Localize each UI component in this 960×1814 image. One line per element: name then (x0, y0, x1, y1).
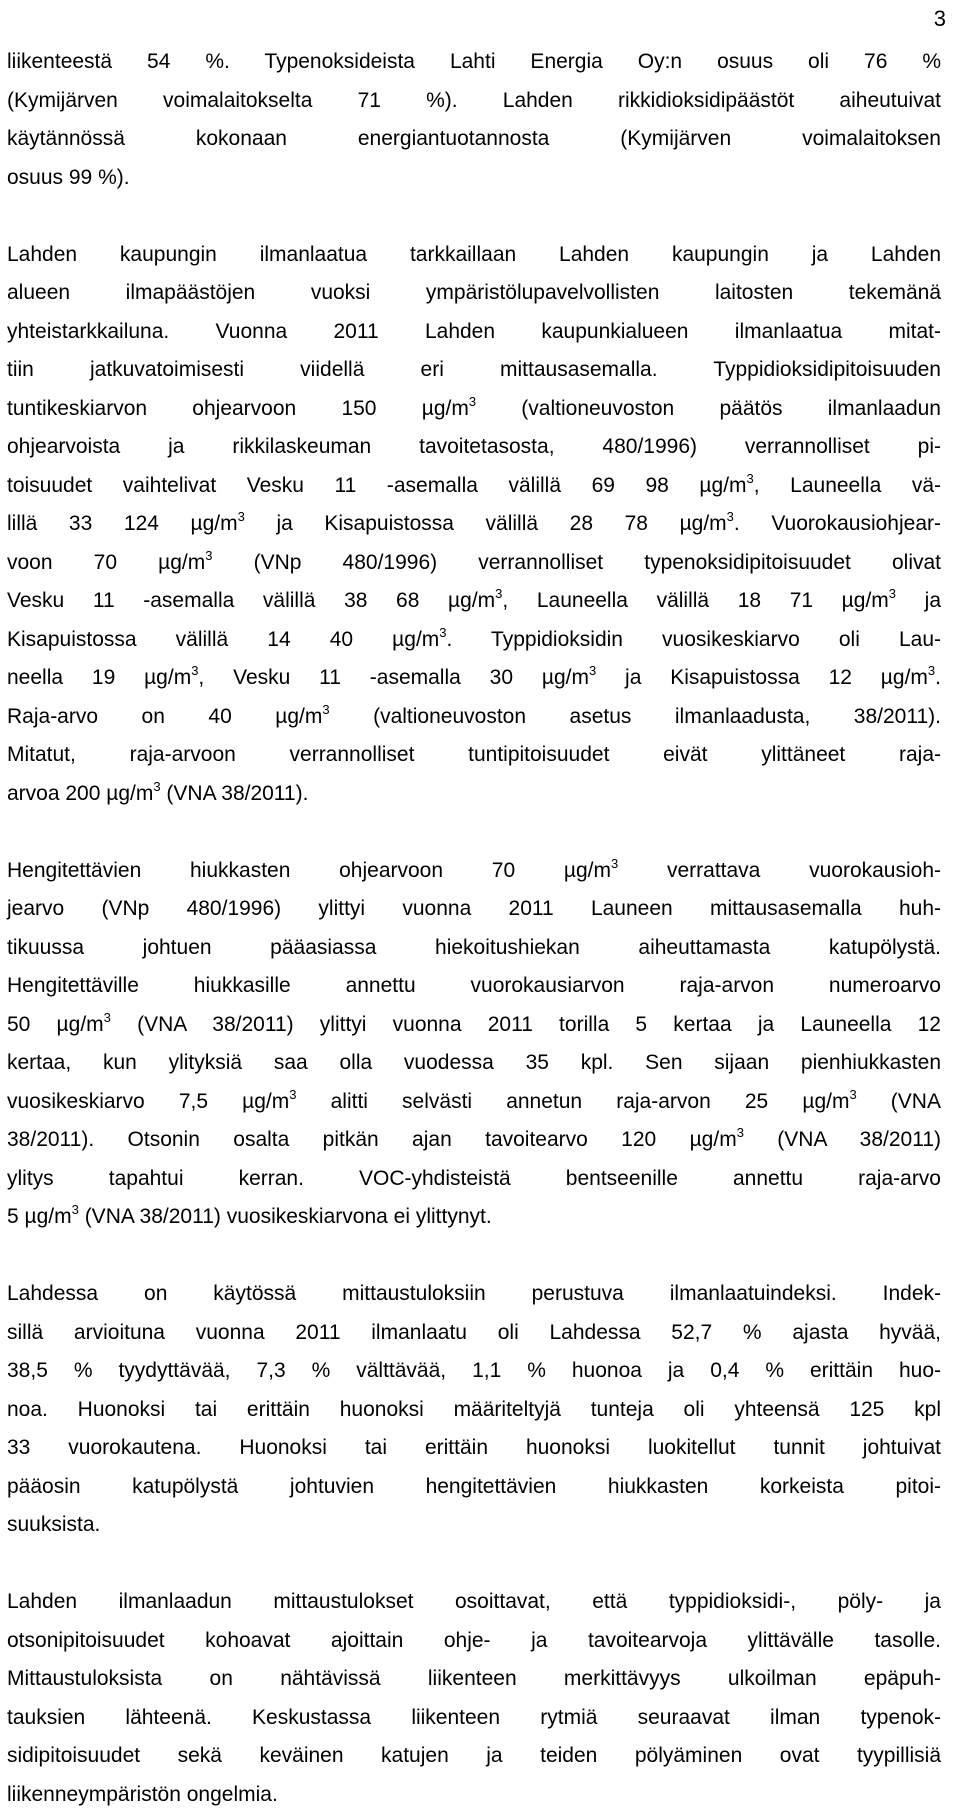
text-line (7, 1429, 941, 1468)
text-run: alueen ilmapäästöjen vuoksi ympäristölupavelvollisten laitosten tekemänä (7, 281, 941, 304)
text-line (7, 236, 941, 275)
text-line (7, 775, 941, 814)
text-run: , Launeella välillä 18 71 µg/m (502, 589, 888, 612)
text-line (7, 1083, 941, 1122)
text-run: Lahdessa on käytössä mittaustuloksiin perustuva ilmanlaatuindeksi. Indek- (7, 1282, 941, 1305)
text-line (7, 621, 941, 660)
paragraph (7, 43, 941, 197)
text-run: arvoa 200 µg/m (7, 782, 153, 805)
superscript: 3 (727, 509, 734, 524)
superscript: 3 (104, 1010, 111, 1025)
text-run: (VNp 480/1996) verrannolliset typenoksidipitoisuudet olivat (212, 551, 941, 574)
text-run: (Kymijärven voimalaitokselta 71 %). Lahden rikkidioksidipäästöt aiheutuivat (7, 89, 941, 112)
text-run: noa. Huonoksi tai erittäin huonoksi määriteltyjä tunteja oli yhteensä 125 kpl (7, 1398, 941, 1421)
text-run: tuntikeskiarvon ohjearvoon 150 µg/m (7, 397, 469, 420)
text-line (7, 467, 941, 506)
text-run: verrattava vuorokausioh- (618, 859, 941, 882)
text-run: tiin jatkuvatoimisesti viidellä eri mittausasemalla. Typpidioksidipitoisuuden (7, 358, 941, 381)
text-line (7, 159, 941, 198)
text-run: Vesku 11 -asemalla välillä 38 68 µg/m (7, 589, 495, 612)
superscript: 3 (289, 1087, 296, 1102)
text-run: Kisapuistossa välillä 14 40 µg/m (7, 628, 439, 651)
text-line (7, 1391, 941, 1430)
text-run: lillä 33 124 µg/m (7, 512, 238, 535)
text-line (7, 1468, 941, 1507)
text-run: . (935, 666, 941, 689)
text-line (7, 967, 941, 1006)
text-line (7, 1776, 941, 1814)
document-body (7, 43, 941, 1814)
text-run: Mitatut, raja-arvoon verrannolliset tuntipitoisuudet eivät ylittäneet raja- (7, 743, 941, 766)
superscript: 3 (747, 471, 754, 486)
superscript: 3 (737, 1125, 744, 1140)
text-line (7, 1160, 941, 1199)
text-line (7, 1121, 941, 1160)
text-run: Hengitettävien hiukkasten ohjearvoon 70 µg/m (7, 859, 611, 882)
superscript: 3 (889, 586, 896, 601)
text-line (7, 1583, 941, 1622)
text-run: Hengitettäville hiukkasille annettu vuorokausiarvon raja-arvon numeroarvo (7, 974, 941, 997)
text-line (7, 313, 941, 352)
superscript: 3 (469, 394, 476, 409)
superscript: 3 (495, 586, 502, 601)
text-run: 38,5 % tyydyttävää, 7,3 % välttävää, 1,1 % huonoa ja 0,4 % erittäin huo- (7, 1359, 941, 1382)
text-run: Mittaustuloksista on nähtävissä liikenteen merkittävyys ulkoilman epäpuh- (7, 1667, 941, 1690)
text-run: suuksista. (7, 1513, 100, 1536)
text-run: (valtioneuvoston päätös ilmanlaadun (476, 397, 941, 420)
text-line (7, 351, 941, 390)
text-line (7, 1737, 941, 1776)
superscript: 3 (153, 779, 160, 794)
text-run: . Vuorokausiohjear- (734, 512, 941, 535)
text-run: 33 vuorokautena. Huonoksi tai erittäin huonoksi luokitellut tunnit johtuivat (7, 1436, 941, 1459)
text-run: tikuussa johtuen pääasiassa hiekoitushiekan aiheuttamasta katupölystä. (7, 936, 941, 959)
text-line (7, 1314, 941, 1353)
text-run: liikenteestä 54 %. Typenoksideista Lahti Energia Oy:n osuus oli 76 % (7, 50, 941, 73)
text-run: yhteistarkkailuna. Vuonna 2011 Lahden kaupunkialueen ilmanlaatua mitat- (7, 320, 941, 343)
text-run: 50 µg/m (7, 1013, 104, 1036)
text-line (7, 120, 941, 159)
text-run: tauksien lähteenä. Keskustassa liikenteen rytmiä seuraavat ilman typenok- (7, 1706, 941, 1729)
text-line (7, 390, 941, 429)
text-run: (VNA 38/2011). (161, 782, 309, 805)
text-run: otsonipitoisuudet kohoavat ajoittain ohje- ja tavoitearvoja ylittävälle tasolle. (7, 1629, 941, 1652)
text-run: (valtioneuvoston asetus ilmanlaadusta, 38/2011). (330, 705, 941, 728)
text-line (7, 929, 941, 968)
text-line (7, 852, 941, 891)
text-run: vuosikeskiarvo 7,5 µg/m (7, 1090, 289, 1113)
text-run: (VNA 38/2011) ylittyi vuonna 2011 torilla 5 kertaa ja Launeella 12 (111, 1013, 941, 1036)
paragraph (7, 852, 941, 1237)
superscript: 3 (611, 856, 618, 871)
text-line (7, 698, 941, 737)
text-run: Raja-arvo on 40 µg/m (7, 705, 322, 728)
text-line (7, 1044, 941, 1083)
text-line (7, 82, 941, 121)
text-run: ohjearvoista ja rikkilaskeuman tavoitetasosta, 480/1996) verrannolliset pi- (7, 435, 941, 458)
paragraph (7, 1583, 941, 1814)
text-run: (VNA (857, 1090, 941, 1113)
text-run: , Launeella vä- (754, 474, 941, 497)
superscript: 3 (72, 1202, 79, 1217)
paragraph (7, 1275, 941, 1545)
text-run: Lahden kaupungin ilmanlaatua tarkkaillaan Lahden kaupungin ja Lahden (7, 243, 941, 266)
text-run: alitti selvästi annetun raja-arvon 25 µg/m (296, 1090, 849, 1113)
text-run: toisuudet vaihtelivat Vesku 11 -asemalla välillä 69 98 µg/m (7, 474, 747, 497)
text-line (7, 43, 941, 82)
superscript: 3 (238, 509, 245, 524)
text-run: ylitys tapahtui kerran. VOC-yhdisteistä bentseenille annettu raja-arvo (7, 1167, 941, 1190)
text-line (7, 1622, 941, 1661)
text-line (7, 1006, 941, 1045)
superscript: 3 (589, 663, 596, 678)
superscript: 3 (191, 663, 198, 678)
superscript: 3 (322, 702, 329, 717)
text-line (7, 1660, 941, 1699)
text-run: . Typpidioksidin vuosikeskiarvo oli Lau- (447, 628, 941, 651)
text-run: jearvo (VNp 480/1996) ylittyi vuonna 2011 Launeen mittausasemalla huh- (7, 897, 941, 920)
text-line (7, 544, 941, 583)
text-line (7, 659, 941, 698)
superscript: 3 (205, 548, 212, 563)
text-run: (VNA 38/2011) (744, 1128, 941, 1151)
text-line (7, 1275, 941, 1314)
superscript: 3 (849, 1087, 856, 1102)
text-run: pääosin katupölystä johtuvien hengitettävien hiukkasten korkeista pitoi- (7, 1475, 941, 1498)
text-run: , Vesku 11 -asemalla 30 µg/m (198, 666, 589, 689)
text-line (7, 274, 941, 313)
text-run: sidipitoisuudet sekä keväinen katujen ja teiden pölyäminen ovat tyypillisiä (7, 1744, 941, 1767)
text-run: käytännössä kokonaan energiantuotannosta (Kymijärven voimalaitoksen (7, 127, 941, 150)
text-run: (VNA 38/2011) vuosikeskiarvona ei ylittynyt. (79, 1205, 492, 1228)
text-run: neella 19 µg/m (7, 666, 191, 689)
superscript: 3 (439, 625, 446, 640)
text-run: Lahden ilmanlaadun mittaustulokset osoittavat, että typpidioksidi-, pöly- ja (7, 1590, 941, 1613)
text-run: ja (896, 589, 941, 612)
text-line (7, 1352, 941, 1391)
text-run: liikenneympäristön ongelmia. (7, 1783, 278, 1806)
text-line (7, 890, 941, 929)
text-line (7, 1699, 941, 1738)
text-run: sillä arvioituna vuonna 2011 ilmanlaatu oli Lahdessa 52,7 % ajasta hyvää, (7, 1321, 941, 1344)
text-line (7, 736, 941, 775)
text-line (7, 1506, 941, 1545)
text-run: ja Kisapuistossa välillä 28 78 µg/m (245, 512, 727, 535)
text-line (7, 505, 941, 544)
text-line (7, 582, 941, 621)
text-run: kertaa, kun ylityksiä saa olla vuodessa 35 kpl. Sen sijaan pienhiukkasten (7, 1051, 941, 1074)
text-run: 5 µg/m (7, 1205, 72, 1228)
text-run: voon 70 µg/m (7, 551, 205, 574)
text-line (7, 428, 941, 467)
superscript: 3 (928, 663, 935, 678)
paragraph (7, 236, 941, 814)
text-run: osuus 99 %). (7, 166, 130, 189)
text-run: ja Kisapuistossa 12 µg/m (596, 666, 928, 689)
text-run: 38/2011). Otsonin osalta pitkän ajan tavoitearvo 120 µg/m (7, 1128, 737, 1151)
page-number: 3 (934, 4, 946, 34)
text-line (7, 1198, 941, 1237)
